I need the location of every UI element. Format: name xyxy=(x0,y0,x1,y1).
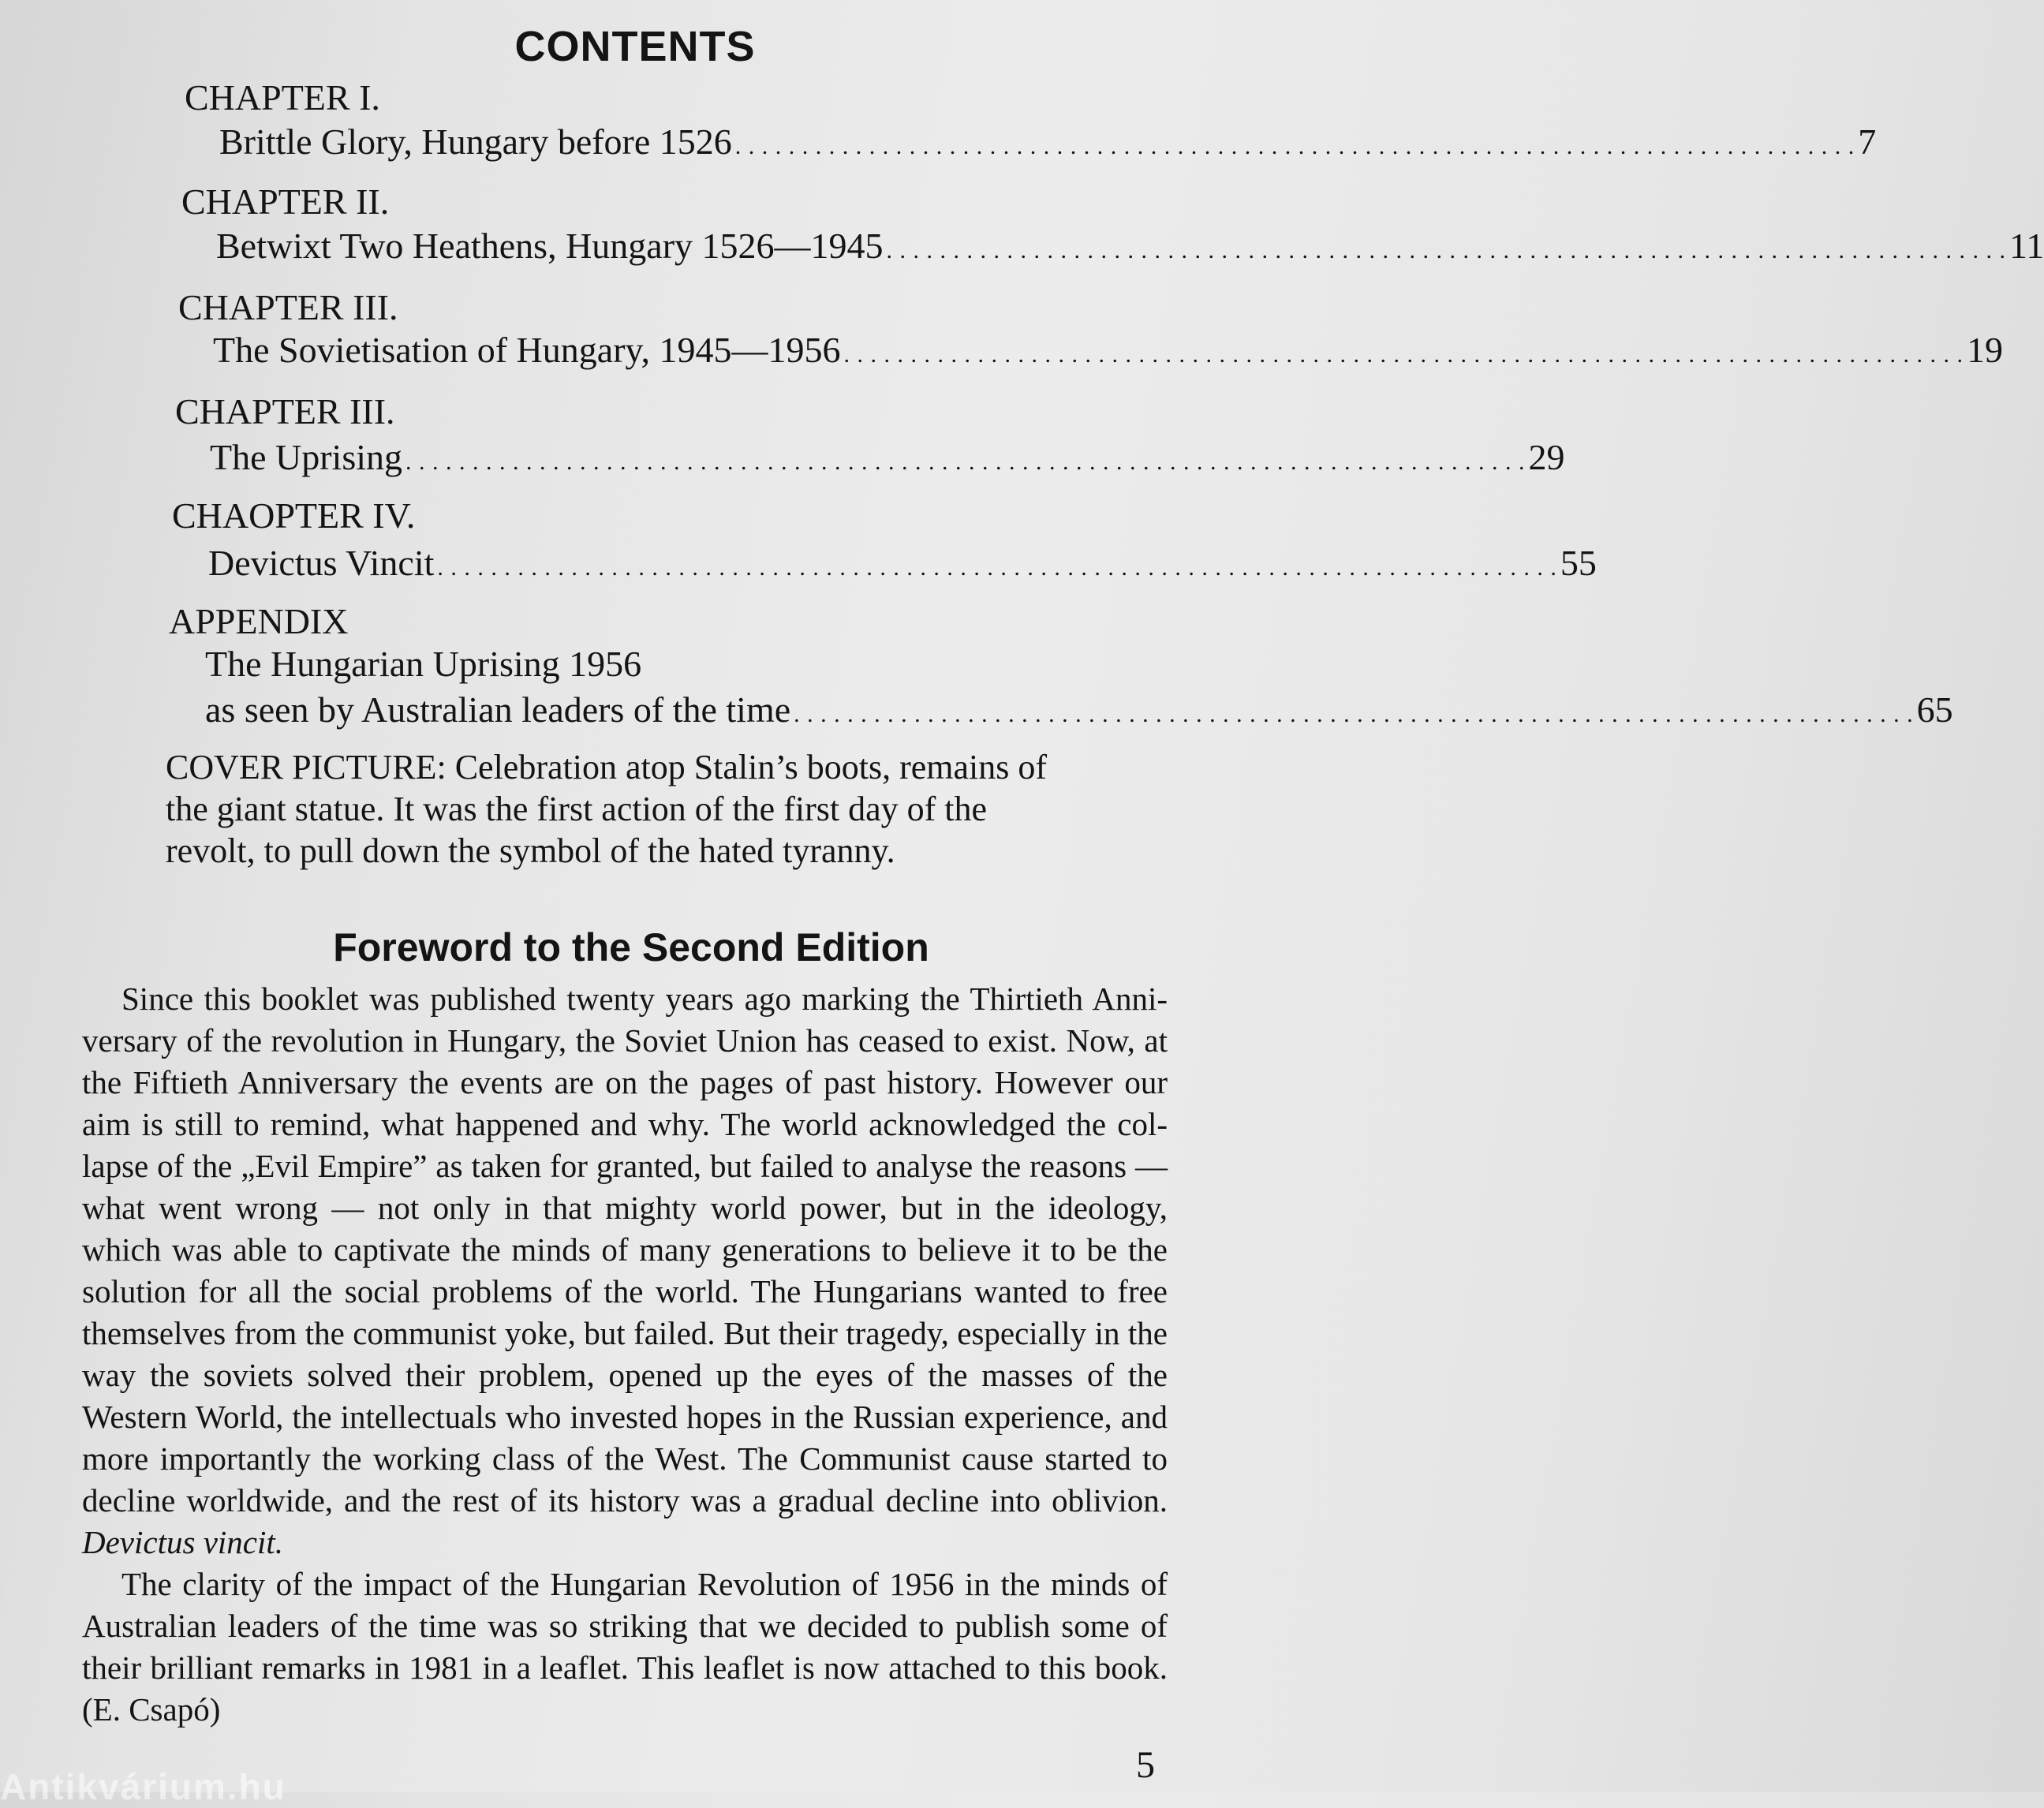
toc-leader-dots: . . . . . . . . . . . . . . . . . . . . . . . . . . . . . . . . . . . . . . . . . . . . . . . . . . . . . . . . . . . . . . . . . . . . . . . . . . . . . . . . . . . . xyxy=(734,133,1855,159)
toc-leader-dots: . . . . . . . . . . . . . . . . . . . . . . . . . . . . . . . . . . . . . . . . . . . . . . . . . . . . . . . . . . . . . . . . . . . . . . . . . . . . . . . . . . . . xyxy=(886,237,2007,263)
toc-title-line xyxy=(210,434,1565,481)
toc-leader-dots: . . . . . . . . . . . . . . . . . . . . . . . . . . . . . . . . . . . . . . . . . . . . . . . . . . . . . . . . . . . . . . . . . . . . . . . . . . . . . . . . . . . . xyxy=(794,701,1914,727)
toc-leader-dots: . . . . . . . . . . . . . . . . . . . . . . . . . . . . . . . . . . . . . . . . . . . . . . . . . . . . . . . . . . . . . . . . . . . . . . . . . . . . . . . . . . . . xyxy=(437,555,1557,581)
toc-title-line xyxy=(208,540,1597,587)
foreword-body xyxy=(82,978,1168,1731)
toc-title-line xyxy=(205,686,1953,734)
toc-title: The Sovietisation of Hungary, 1945—1956 xyxy=(213,330,841,370)
toc-title: Devictus Vincit xyxy=(208,543,435,583)
foreword-paragraph xyxy=(82,978,1168,1563)
toc-page-number: 7 xyxy=(1858,121,1877,162)
toc-leader-dots: . . . . . . . . . . . . . . . . . . . . . . . . . . . . . . . . . . . . . . . . . . . . . . . . . . . . . . . . . . . . . . . . . . . . . . . . . . . . . . . . . . . . xyxy=(843,342,1964,368)
toc-page-number: 55 xyxy=(1560,543,1597,583)
contents-heading: CONTENTS xyxy=(514,23,756,70)
watermark: Antikvárium.hu xyxy=(0,1766,286,1807)
toc-chapter-label: CHAPTER III. xyxy=(178,287,398,327)
cover-picture-note: COVER PICTURE: Celebration atop Stalin’s boots, remains of the giant statue. It was the first action of the first day of the revolt, to pull down the symbol of the hated tyranny. xyxy=(166,748,1048,870)
toc-title: The Uprising xyxy=(210,437,403,477)
toc-page-number: 11 xyxy=(2009,226,2044,266)
toc-title: Betwixt Two Heathens, Hungary 1526—1945 xyxy=(216,226,884,266)
appendix-title-line1: The Hungarian Uprising 1956 xyxy=(205,644,642,684)
toc-chapter-label: CHAPTER II. xyxy=(181,181,390,222)
page-number: 5 xyxy=(1136,1744,1155,1786)
foreword-italic-phrase: Devictus vincit. xyxy=(82,1524,284,1560)
appendix-title-line2: as seen by Australian leaders of the time xyxy=(205,689,791,730)
toc-page-number: 29 xyxy=(1528,437,1565,477)
toc-chapter-label: CHAPTER III. xyxy=(175,391,395,431)
foreword-paragraph-text: Since this booklet was published twenty years ago marking the Thirtieth Anniversary of the revolution in Hungary, the Soviet Union has ceased to exist. Now, at the Fiftieth Anniversary the events are on the pages of past history. However our aim is still to remind, what happened and why. The world acknowledged the collapse of the „Evil Empire” as taken for granted, but failed to analyse the reasons — what went wrong — not only in that mighty world power, but in the ideology, which was able to captivate the minds of many generations to believe it to be the solution for all the social problems of the world. The Hungarians wanted to free themselves from the communist yoke, but failed. But their tragedy, especially in the way the soviets solved their problem, opened up the eyes of the masses of the Western World, the intellectuals who invested hopes in the Russian experience, and more importantly the working class of the West. The Communist cause started to decline worldwide, and the rest of its history was a gradual decline into oblivion. xyxy=(82,981,1168,1518)
foreword-heading: Foreword to the Second Edition xyxy=(333,925,929,969)
toc-chapter-label: CHAPTER I. xyxy=(185,77,380,118)
toc-page-number: 65 xyxy=(1916,689,1953,730)
toc-page-number: 19 xyxy=(1967,330,2004,370)
toc-title-line xyxy=(219,118,1877,166)
appendix-label: APPENDIX xyxy=(169,601,349,641)
toc-title-line xyxy=(213,327,2004,374)
toc-leader-dots: . . . . . . . . . . . . . . . . . . . . . . . . . . . . . . . . . . . . . . . . . . . . . . . . . . . . . . . . . . . . . . . . . . . . . . . . . . . . . . . . . . . . xyxy=(405,449,1526,475)
toc-title-line xyxy=(216,222,2044,270)
foreword-paragraph: The clarity of the impact of the Hungarian Revolution of 1956 in the minds of Australian leaders of the time was so striking that we decided to publish some of their brilliant remarks in 1981 in a leaflet. This leaflet is now attached to this book. (E. Csapó) xyxy=(82,1566,1168,1728)
toc-title: Brittle Glory, Hungary before 1526 xyxy=(219,121,732,162)
toc-chapter-label: CHAOPTER IV. xyxy=(172,495,416,536)
